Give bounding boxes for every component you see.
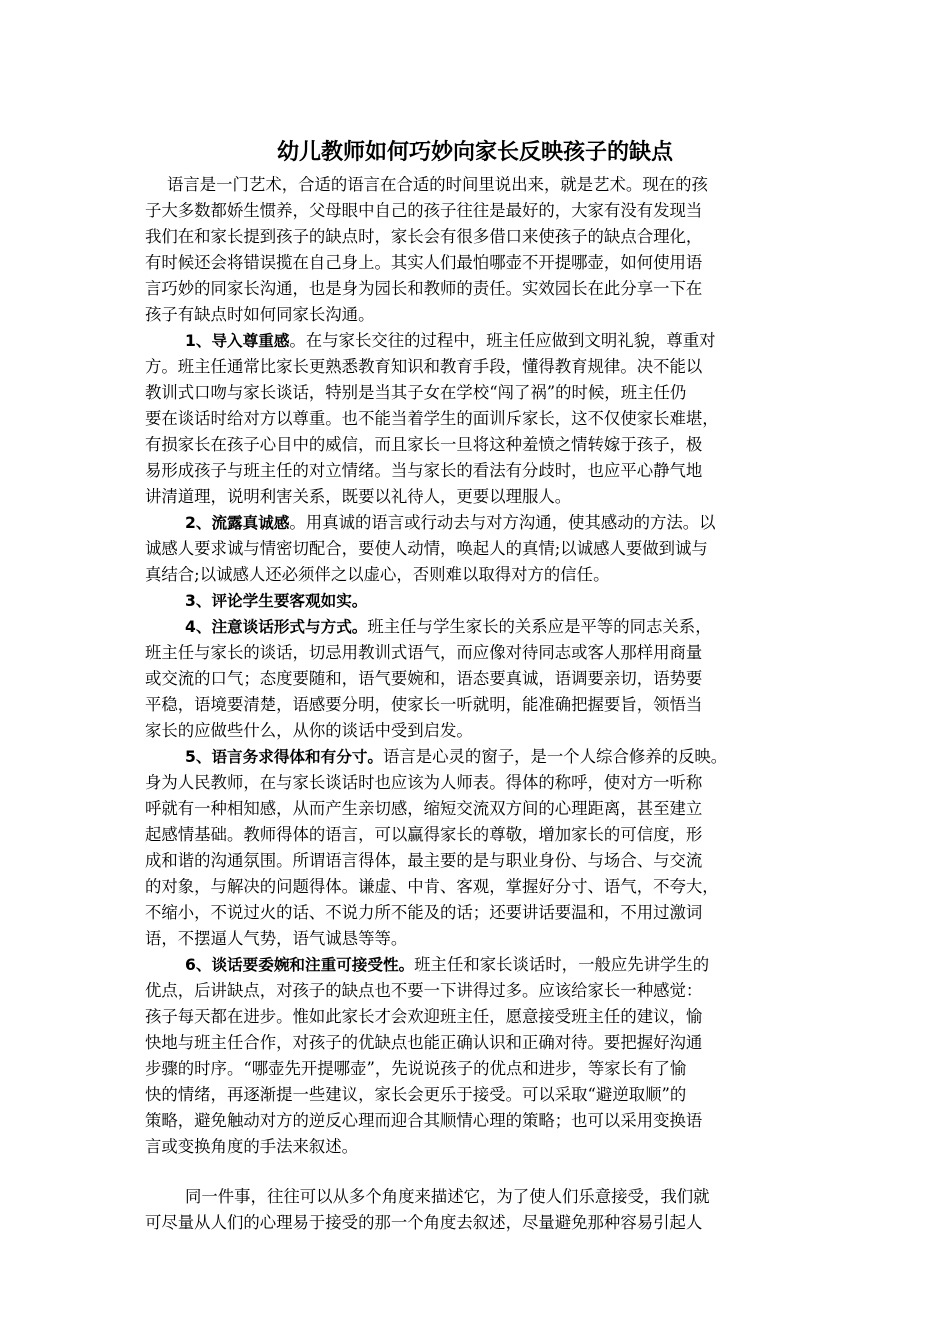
section-4-line: 平稳，语境要清楚，语感要分明，使家长一听就明，能准确把握要旨，领悟当 — [145, 695, 703, 714]
section-3-heading: 3、评论学生要客观如实。 — [185, 592, 368, 610]
intro-line: 孩子有缺点时如何同家长沟通。 — [145, 305, 375, 324]
intro-line: 语言是一门艺术，合适的语言在合适的时间里说出来，就是艺术。现在的孩 — [167, 175, 708, 194]
section-1-first-line-text: 。在与家长交往的过程中，班主任应做到文明礼貌，尊重对 — [289, 331, 716, 350]
section-5-line: 不缩小，不说过火的话、不说力所不能及的话；还要讲话要温和，不用过激词 — [145, 903, 703, 922]
section-6-line: 优点，后讲缺点，对孩子的缺点也不要一下讲得过多。应该给家长一种感觉： — [145, 981, 703, 1000]
intro-line: 子大多数都娇生惯养，父母眼中自己的孩子往往是最好的，大家有没有发现当 — [145, 201, 703, 220]
section-1-line: 讲清道理，说明利害关系，既要以礼待人，更要以理服人。 — [145, 487, 572, 506]
section-6-paragraph — [145, 952, 835, 1160]
section-1-line: 有损家长在孩子心目中的威信，而且家长一旦将这种羞愤之情转嫁于孩子，极 — [145, 435, 703, 454]
section-5-line: 语，不摆逼人气势，语气诚恳等等。 — [145, 929, 408, 948]
section-6-first-line — [145, 952, 835, 978]
section-5-line: 起感情基础。教师得体的语言，可以赢得家长的尊敬，增加家长的可信度，形 — [145, 825, 703, 844]
intro-paragraph — [145, 172, 835, 328]
section-5-heading: 5、语言务求得体和有分寸。 — [185, 748, 383, 766]
section-6-line: 快的情绪，再逐渐提一些建议，家长会更乐于接受。可以采取“避逆取顺”的 — [145, 1085, 687, 1104]
section-2-heading: 2、流露真诚感 — [185, 514, 290, 532]
paragraph-gap — [145, 1160, 835, 1184]
document-body — [145, 172, 835, 1236]
section-1-first-line — [145, 328, 835, 354]
section-5-line: 呼就有一种相知感，从而产生亲切感，缩短交流双方间的心理距离，甚至建立 — [145, 799, 703, 818]
section-5-first-line-text: 语言是心灵的窗子，是一个人综合修养的反映。 — [382, 747, 728, 766]
section-2-line: 诚感人要求诚与情密切配合，要使人动情，唤起人的真情;以诚感人要做到诚与 — [145, 539, 708, 558]
closing-line: 可尽量从人们的心理易于接受的那一个角度去叙述，尽量避免那种容易引起人 — [145, 1213, 703, 1232]
section-4-line: 家长的应做些什么，从你的谈话中受到启发。 — [145, 721, 473, 740]
section-1-line: 方。班主任通常比家长更熟悉教育知识和教育手段，懂得教育规律。决不能以 — [145, 357, 703, 376]
section-4-line: 或交流的口气；态度要随和，语气要婉和，语态要真诚，语调要亲切，语势要 — [145, 669, 703, 688]
section-6-line: 步骤的时序。“哪壶先开提哪壶”，先说说孩子的优点和进步，等家长有了愉 — [145, 1059, 687, 1078]
section-4-first-line — [145, 614, 835, 640]
intro-line: 我们在和家长提到孩子的缺点时，家长会有很多借口来使孩子的缺点合理化， — [145, 227, 703, 246]
section-1-line: 要在谈话时给对方以尊重。也不能当着学生的面训斥家长，这不仅使家长难堪， — [145, 409, 719, 428]
intro-line: 有时候还会将错误揽在自己身上。其实人们最怕哪壶不开提哪壶，如何使用语 — [145, 253, 703, 272]
section-1-paragraph — [145, 328, 835, 510]
section-5-paragraph — [145, 744, 835, 952]
closing-paragraph — [145, 1184, 835, 1236]
intro-line: 言巧妙的同家长沟通，也是身为园长和教师的责任。实效园长在此分享一下在 — [145, 279, 703, 298]
section-6-line: 策略，避免触动对方的逆反心理而迎合其顺情心理的策略；也可以采用变换语 — [145, 1111, 703, 1130]
section-4-heading: 4、注意谈话形式与方式。 — [185, 618, 368, 636]
section-6-line: 孩子每天都在进步。惟如此家长才会欢迎班主任，愿意接受班主任的建议，愉 — [145, 1007, 703, 1026]
section-4-first-line-text: 班主任与学生家长的关系应是平等的同志关系， — [367, 617, 712, 636]
section-5-first-line — [145, 744, 835, 770]
section-2-line: 真结合;以诚感人还必须伴之以虚心，否则难以取得对方的信任。 — [145, 565, 610, 584]
section-5-line: 身为人民教师，在与家长谈话时也应该为人师表。得体的称呼，使对方一听称 — [145, 773, 703, 792]
section-4-line: 班主任与家长的谈话，切忌用教训式语气，而应像对待同志或客人那样用商量 — [145, 643, 703, 662]
section-6-heading: 6、谈话要委婉和注重可接受性。 — [185, 956, 415, 974]
section-2-paragraph — [145, 510, 835, 588]
section-6-first-line-text: 班主任和家长谈话时，一般应先讲学生的 — [414, 955, 710, 974]
section-4-paragraph — [145, 614, 835, 744]
closing-line: 同一件事，往往可以从多个角度来描述它，为了使人们乐意接受，我们就 — [185, 1187, 710, 1206]
section-1-line: 教训式口吻与家长谈话，特别是当其子女在学校“闯了祸”的时候，班主任仍 — [145, 383, 687, 402]
document-title: 幼儿教师如何巧妙向家长反映孩子的缺点 — [276, 140, 673, 165]
section-3-first-line — [145, 588, 835, 614]
section-2-first-line-text: 。用真诚的语言或行动去与对方沟通，使其感动的方法。以 — [289, 513, 716, 532]
section-6-line: 快地与班主任合作，对孩子的优缺点也能正确认识和正确对待。要把握好沟通 — [145, 1033, 703, 1052]
section-5-line: 的对象，与解决的问题得体。谦虚、中肯、客观，掌握好分寸、语气，不夸大， — [145, 877, 719, 896]
section-5-line: 成和谐的沟通氛围。所谓语言得体，最主要的是与职业身份、与场合、与交流 — [145, 851, 703, 870]
section-3-paragraph — [145, 588, 835, 614]
section-2-first-line — [145, 510, 835, 536]
section-1-heading: 1、导入尊重感 — [185, 332, 290, 350]
section-6-line: 言或变换角度的手法来叙述。 — [145, 1137, 359, 1156]
section-1-line: 易形成孩子与班主任的对立情绪。当与家长的看法有分歧时，也应平心静气地 — [145, 461, 703, 480]
